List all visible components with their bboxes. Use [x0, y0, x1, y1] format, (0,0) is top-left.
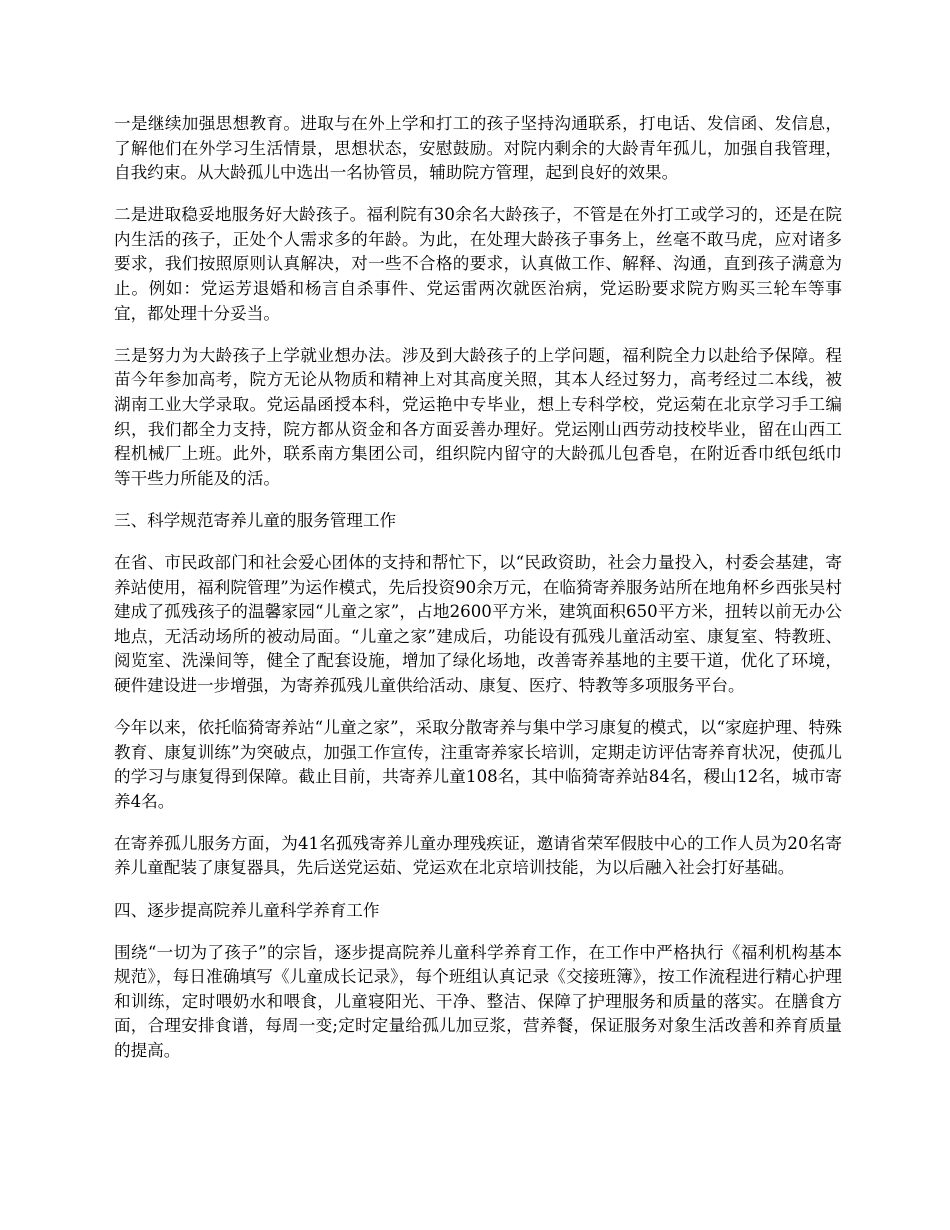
paragraph-schooling-employment: 三是努力为大龄孩子上学就业想办法。涉及到大龄孩子的上学问题，福利院全力以赴给予保障。程苗今年参加高考，院方无论从物质和精神上对其高度关照，其本人经过努力，高考经过二本线，被湖南工业大学录取。党运晶函授本科，党运艳中专毕业，想上专科学校，党运菊在北京学习手工编织，我们都全力支持，院方都从资金和各方面妥善办理好。党运刚山西劳动技校毕业，留在山西工程机械厂上班。此外，联系南方集团公司，组织院内留守的大龄孤儿包香皂，在附近香巾纸包纸巾等干些力所能及的活。: [114, 345, 842, 488]
paragraph-foster-services: 在寄养孤儿服务方面，为41名孤残寄养儿童办理残疾证，邀请省荣军假肢中心的工作人员为20名寄养儿童配装了康复器具，先后送党运茹、党运欢在北京培训技能，为以后融入社会打好基础。: [114, 833, 842, 878]
paragraph-older-children-service: 二是进取稳妥地服务好大龄孩子。福利院有30余名大龄孩子，不管是在外打工或学习的，还是在院内生活的孩子，正处个人需求多的年龄。为此，在处理大龄孩子事务上，丝毫不敢马虎，应对诸多要求，我们按照原则认真解决，对一些不合格的要求，认真做工作、解释、沟通，直到孩子满意为止。例如：党运芳退婚和杨言自杀事件、党运雷两次就医治病，党运盼要求院方购买三轮车等事宜，都处理十分妥当。: [114, 205, 842, 323]
document-body: [114, 112, 842, 1081]
paragraph-childrens-home: 在省、市民政部门和社会爱心团体的支持和帮忙下，以“民政资助，社会力量投入，村委会基建，寄养站使用，福利院管理”为运作模式，先后投资90余万元，在临猗寄养服务站所在地角杯乡西张吴村建成了孤残孩子的温馨家园“儿童之家”，占地2600平方米，建筑面积650平方米，扭转以前无办公地点，无活动场所的被动局面。“儿童之家”建成后，功能设有孤残儿童活动室、康复室、特教班、阅览室、洗澡间等，健全了配套设施，增加了绿化场地，改善寄养基地的主要干道，优化了环境，硬件建设进一步增强，为寄养孤残儿童供给活动、康复、医疗、特教等多项服务平台。: [114, 552, 842, 695]
paragraph-thought-education: 一是继续加强思想教育。进取与在外上学和打工的孩子坚持沟通联系，打电话、发信函、发信息，了解他们在外学习生活情景，思想状态，安慰鼓励。对院内剩余的大龄青年孤儿，加强自我管理，自我约束。从大龄孤儿中选出一名协管员，辅助院方管理，起到良好的效果。: [114, 114, 842, 183]
paragraph-foster-model: 今年以来，依托临猗寄养站“儿童之家”，采取分散寄养与集中学习康复的模式，以“家庭护理、特殊教育、康复训练”为突破点，加强工作宣传，注重寄养家长培训，定期走访评估寄养育状况，使孤儿的学习与康复得到保障。截止目前，共寄养儿童108名，其中临猗寄养站84名，稷山12名，城市寄养4名。: [114, 717, 842, 811]
section-heading-scientific-care: 四、逐步提高院养儿童科学养育工作: [114, 900, 380, 920]
paragraph-care-standards: 围绕“一切为了孩子”的宗旨，逐步提高院养儿童科学养育工作，在工作中严格执行《福利机构基本规范》，每日准确填写《儿童成长记录》，每个班组认真记录《交接班簿》，按工作流程进行精心护理和训练，定时喂奶水和喂食，儿童寝阳光、干净、整洁、保障了护理服务和质量的落实。在膳食方面，合理安排食谱，每周一变;定时定量给孤儿加豆浆，营养餐，保证服务对象生活改善和养育质量的提高。: [114, 942, 842, 1060]
section-heading-foster-care: 三、科学规范寄养儿童的服务管理工作: [114, 510, 397, 530]
